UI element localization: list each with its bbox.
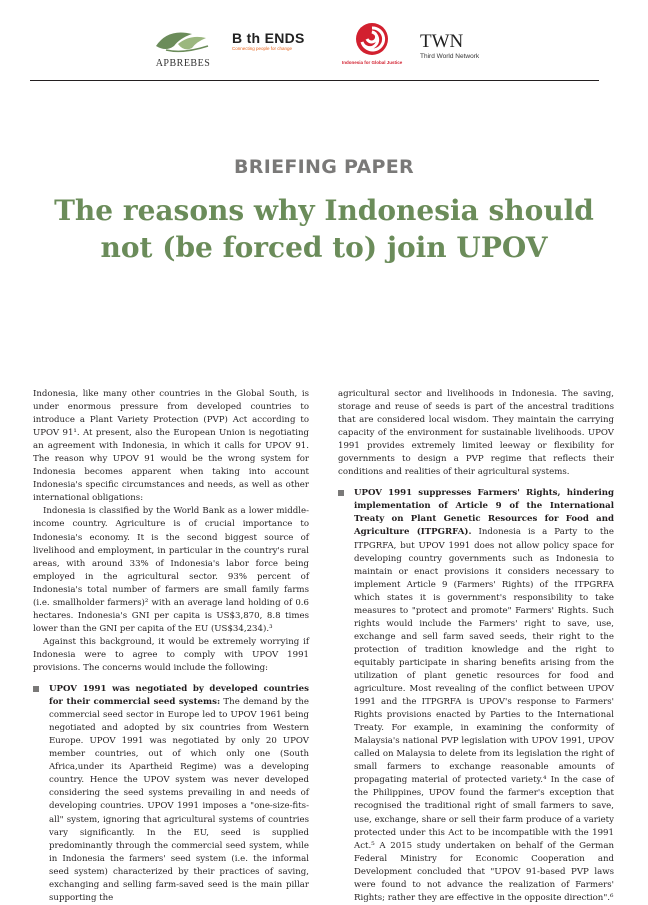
bullet-body: Indonesia is a Party to the ITPGRFA, but UPOV 1991 does not allow policy space for developing country governments such as Indonesia to maintain or enact provisions it considers necessary to implement Article 9 (Farmers' Rights) of the ITPGRFA which states it is government's responsibility to take measures to "protect and promote" Farmers' Rights. Such rights would include the Farmers' right to save, use, exchange and sell farm saved seeds, their right to the protection of tradition knowledge and the right to equitably participate in sharing benefits arising from the utilization of plant genetic resources for food and agriculture. Most revealing of the conflict between UPOV 1991 and the ITPGRFA is UPOV's response to Farmers' Rights provisions enacted by Parties to the International Treaty. For example, in examining the conformity of Malaysia's national PVP legislation with UPOV 1991, UPOV called on Malaysia to delete from its legislation the right of small farmers to exchange reasonable amounts of propagating material of protected variety.⁴ In the case of the Philippines, UPOV found the farmer's exception that recognised the traditional right of small farmers to save, use, exchange, share or sell their farm produce of a variety protected under this Act to be incompatible with the 1991 Act.⁵ A 2015 study undertaken on behalf of the German Federal Ministry for Economic Cooperation and Development concluded that "UPOV 91-based PVP laws were found to not advance the realization of Farmers' Rights; rather they are effective in the opposite direction".⁶ bbox=[354, 527, 614, 903]
igj-name: Indonesia for Global Justice bbox=[342, 60, 403, 65]
right-column bbox=[338, 388, 614, 905]
apbrebes-leaf-icon bbox=[148, 24, 218, 56]
header-divider bbox=[30, 80, 599, 81]
bullet-farmers-rights bbox=[338, 487, 614, 905]
bullet-heading: UPOV 1991 was negotiated by developed countries for their commercial seed systems: bbox=[49, 684, 309, 708]
bullet-heading: UPOV 1991 suppresses Farmers' Rights, hindering implementation of Article 9 of the International Treaty on Plant Genetic Resources for Food and Agriculture (ITPGRFA). bbox=[354, 488, 614, 538]
bothends-name: B th ENDS bbox=[232, 30, 305, 46]
bullet-square-icon bbox=[33, 686, 39, 692]
context-paragraph: Indonesia is classified by the World Bank as a lower middle-income country. Agriculture is of crucial importance to Indonesia's economy. It is the second biggest source of livelihood and employment, in particular in the country's rural areas, with around 33% of Indonesia's labor force being employed in the agricultural sector. 93% percent of Indonesia's total number of farmers are small family farms (i.e. smallholder farmers)² with an average land holding of 0.6 hectares. Indonesia's GNI per capita is US$3,870, 8.8 times lower than the GNI per capita of the EU (US$34,234).³ bbox=[33, 506, 309, 634]
bullet-upov-negotiated bbox=[33, 683, 309, 905]
intro-paragraph: Indonesia, like many other countries in the Global South, is under enormous pressure from developed countries to introduce a Plant Variety Protection (PVP) Act according to UPOV 91¹. At present, also the European Union is negotiating an agreement with Indonesia, in which it calls for UPOV 91. The reason why UPOV 91 would be the wrong system for Indonesia becomes apparent when taking into account Indonesia's specific circumstances and needs, as well as other international obligations: bbox=[33, 389, 309, 504]
igj-swirl-icon bbox=[355, 22, 389, 56]
apbrebes-logo bbox=[148, 24, 218, 69]
igj-logo bbox=[342, 22, 402, 65]
continued-paragraph: agricultural sector and livelihoods in Indonesia. The saving, storage and reuse of seeds is part of the ancestral traditions that are considered local wisdom. They maintain the carrying capacity of the environment for sustainable livelihoods. UPOV 1991 provides extremely limited leeway or flexibility for governments to design a PVP regime that reflects their conditions and realities of their agricultural systems. bbox=[338, 389, 614, 478]
bothends-logo bbox=[232, 30, 312, 51]
twn-logo bbox=[420, 32, 500, 60]
document-title: The reasons why Indonesia should not (be forced to) join UPOV bbox=[54, 194, 594, 264]
twn-full-name: Third World Network bbox=[420, 53, 480, 60]
bullet-body: The demand by the commercial seed sector in Europe led to UPOV 1961 being negotiated and adopted by six countries from Western Europe. UPOV 1991 was negotiated by only 20 UPOV member countries, out of which only one (South Africa,under its Apartheid Regime) was a developing country. Hence the UPOV system was never developed considering the seed systems prevailing in and needs of developing countries. UPOV 1991 imposes a "one-size-fits-all" system, ignoring that agricultural systems of countries vary significantly. In the EU, seed is supplied predominantly through the commercial seed system, while in Indonesia the farmers' seed system (i.e. the informal seed system) characterized by their practices of saving, exchanging and selling farm-saved seed is the main pillar supporting the bbox=[49, 697, 310, 903]
bothends-tagline: Connecting people for change bbox=[232, 46, 293, 51]
left-column bbox=[33, 388, 309, 905]
apbrebes-name: APBREBES bbox=[155, 58, 211, 69]
twn-acronym: TWN bbox=[420, 31, 464, 52]
logo-bar bbox=[0, 18, 648, 70]
bullet-square-icon bbox=[338, 490, 344, 496]
document-kicker: BRIEFING PAPER bbox=[234, 156, 414, 178]
concerns-intro-paragraph: Against this background, it would be extremely worrying if Indonesia were to agree to comply with UPOV 1991 provisions. The concerns would include the following: bbox=[33, 636, 309, 673]
